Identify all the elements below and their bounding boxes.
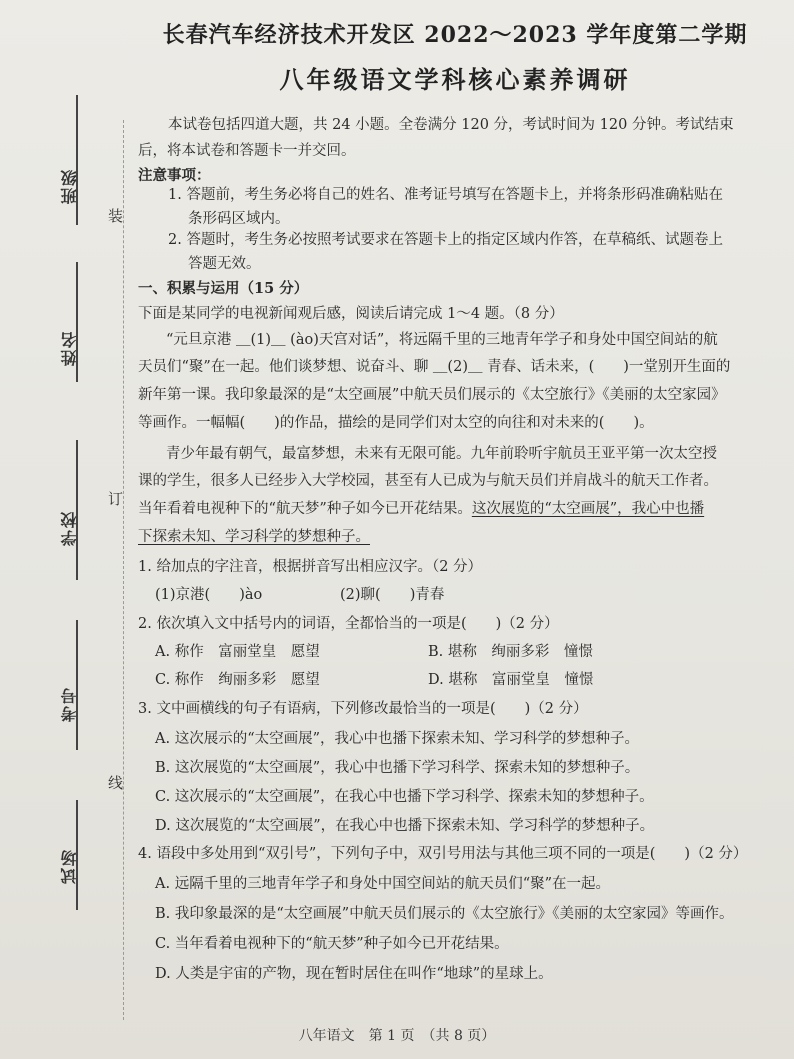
question-4-option-c: C. 当年看着电视种下的“航天梦”种子如今已开花结果。 (155, 936, 509, 952)
question-1-part-a: (1)京港( )ào (155, 587, 263, 603)
passage-p2-line-2: 课的学生，很多人已经步入大学校园，甚至有人已成为与航天员们并肩战斗的航天工作者。 (138, 473, 718, 489)
ding-mark: 订 (108, 490, 124, 508)
notice-item-2b: 答题无效。 (188, 256, 261, 272)
passage-p1-line-2: 天员们“聚”在一起。他们谈梦想、说奋斗、聊 ＿(2)＿ 青春、话未来，( )一堂别开生面的 (138, 359, 731, 375)
question-1-stem: 1. 给加点的字注音，根据拼音写出相应汉字。（2 分） (138, 559, 483, 575)
question-3-option-a: A. 这次展示的“太空画展”，我心中也播下探索未知、学习科学的梦想种子。 (155, 731, 640, 747)
question-4-option-d: D. 人类是宇宙的产物，现在暂时居住在叫作“地球”的星球上。 (155, 966, 553, 982)
notice-item-1a: 1. 答题前，考生务必将自己的姓名、准考证号填写在答题卡上，并将条形码准确粘贴在 (168, 187, 723, 203)
question-1-part-b: (2)聊( )青春 (340, 587, 445, 603)
exam-subtitle: 八年级语文学科核心素养调研 (279, 65, 631, 94)
passage-p1-line-3: 新年第一课。我印象最深的是“太空画展”中航天员们展示的《太空旅行》《美丽的太空家园》 (138, 387, 726, 403)
question-4-stem: 4. 语段中多处用到“双引号”，下列句子中，双引号用法与其他三项不同的一项是( )（2 分） (138, 846, 748, 862)
question-4-option-a: A. 远隔千里的三地青年学子和身处中国空间站的航天员们“聚”在一起。 (155, 876, 611, 892)
question-3-option-d: D. 这次展览的“太空画展”，在我心中也播下探索未知、学习科学的梦想种子。 (155, 818, 655, 834)
intro-line-2: 后，将本试卷和答题卡一并交回。 (138, 143, 356, 159)
exam-no-label: 考号 (60, 686, 79, 722)
exam-no-line (76, 620, 78, 750)
passage-p1-line-1: “元旦京港 ＿(1)＿ (ào)天宫对话”，将远隔千里的三地青年学子和身处中国空间站的航 (166, 332, 718, 348)
question-4-option-b: B. 我印象最深的是“太空画展”中航天员们展示的《太空旅行》《美丽的太空家园》等画作。 (155, 906, 734, 922)
passage-p1-line-4: 等画作。一幅幅( )的作品，描绘的是同学们对太空的向往和对未来的( )。 (138, 415, 654, 431)
notice-item-2a: 2. 答题时，考生务必按照考试要求在答题卡上的指定区域内作答，在草稿纸、试题卷上 (168, 232, 723, 248)
passage-p2-line-1: 青少年最有朝气，最富梦想，未来有无限可能。九年前聆听宇航员王亚平第一次太空授 (166, 446, 717, 462)
room-label: 试场 (60, 848, 79, 884)
intro-line-1: 本试卷包括四道大题，共 24 小题。全卷满分 120 分，考试时间为 120 分钟。考试结束 (168, 117, 734, 133)
notice-item-1b: 条形码区域内。 (188, 211, 290, 227)
question-3-option-b: B. 这次展览的“太空画展”，我心中也播下学习科学、探索未知的梦想种子。 (155, 760, 640, 776)
class-line (76, 95, 78, 225)
question-3-stem: 3. 文中画横线的句子有语病，下列修改最恰当的一项是( )（2 分） (138, 701, 588, 717)
zhuang-mark: 装 (108, 207, 124, 225)
question-2-stem: 2. 依次填入文中括号内的词语，全都恰当的一项是( )（2 分） (138, 616, 559, 632)
question-2-option-c: C. 称作 绚丽多彩 愿望 (155, 672, 320, 688)
name-label: 姓名 (60, 330, 79, 366)
class-label: 班级 (60, 168, 79, 204)
underlined-sentence-part-1: 这次展览的“太空画展”，我心中也播 (471, 501, 705, 517)
question-2-option-b: B. 堪称 绚丽多彩 憧憬 (428, 644, 593, 660)
school-label: 学校 (60, 510, 79, 546)
question-2-option-a: A. 称作 富丽堂皇 愿望 (155, 644, 320, 660)
xian-mark: 线 (108, 774, 124, 792)
question-2-option-d: D. 堪称 富丽堂皇 憧憬 (428, 672, 594, 688)
notice-heading: 注意事项： (138, 167, 211, 184)
page-footer: 八年语文 第 1 页 （共 8 页） (298, 1028, 496, 1044)
section-1-prompt: 下面是某同学的电视新闻观后感，阅读后请完成 1～4 题。（8 分） (138, 306, 564, 322)
question-3-option-c: C. 这次展示的“太空画展”，在我心中也播下学习科学、探索未知的梦想种子。 (155, 789, 654, 805)
passage-p2-line-3a: 当年看着电视种下的“航天梦”种子如今已开花结果。 (138, 501, 472, 517)
exam-title: 长春汽车经济技术开发区 2022～2023 学年度第二学期 (162, 22, 748, 48)
underlined-sentence-part-2: 下探索未知、学习科学的梦想种子。 (138, 529, 370, 545)
passage-p2-line-3 (138, 497, 704, 518)
binding-dashed-line (123, 120, 124, 1020)
section-1-heading: 一、积累与运用（15 分） (138, 280, 309, 297)
